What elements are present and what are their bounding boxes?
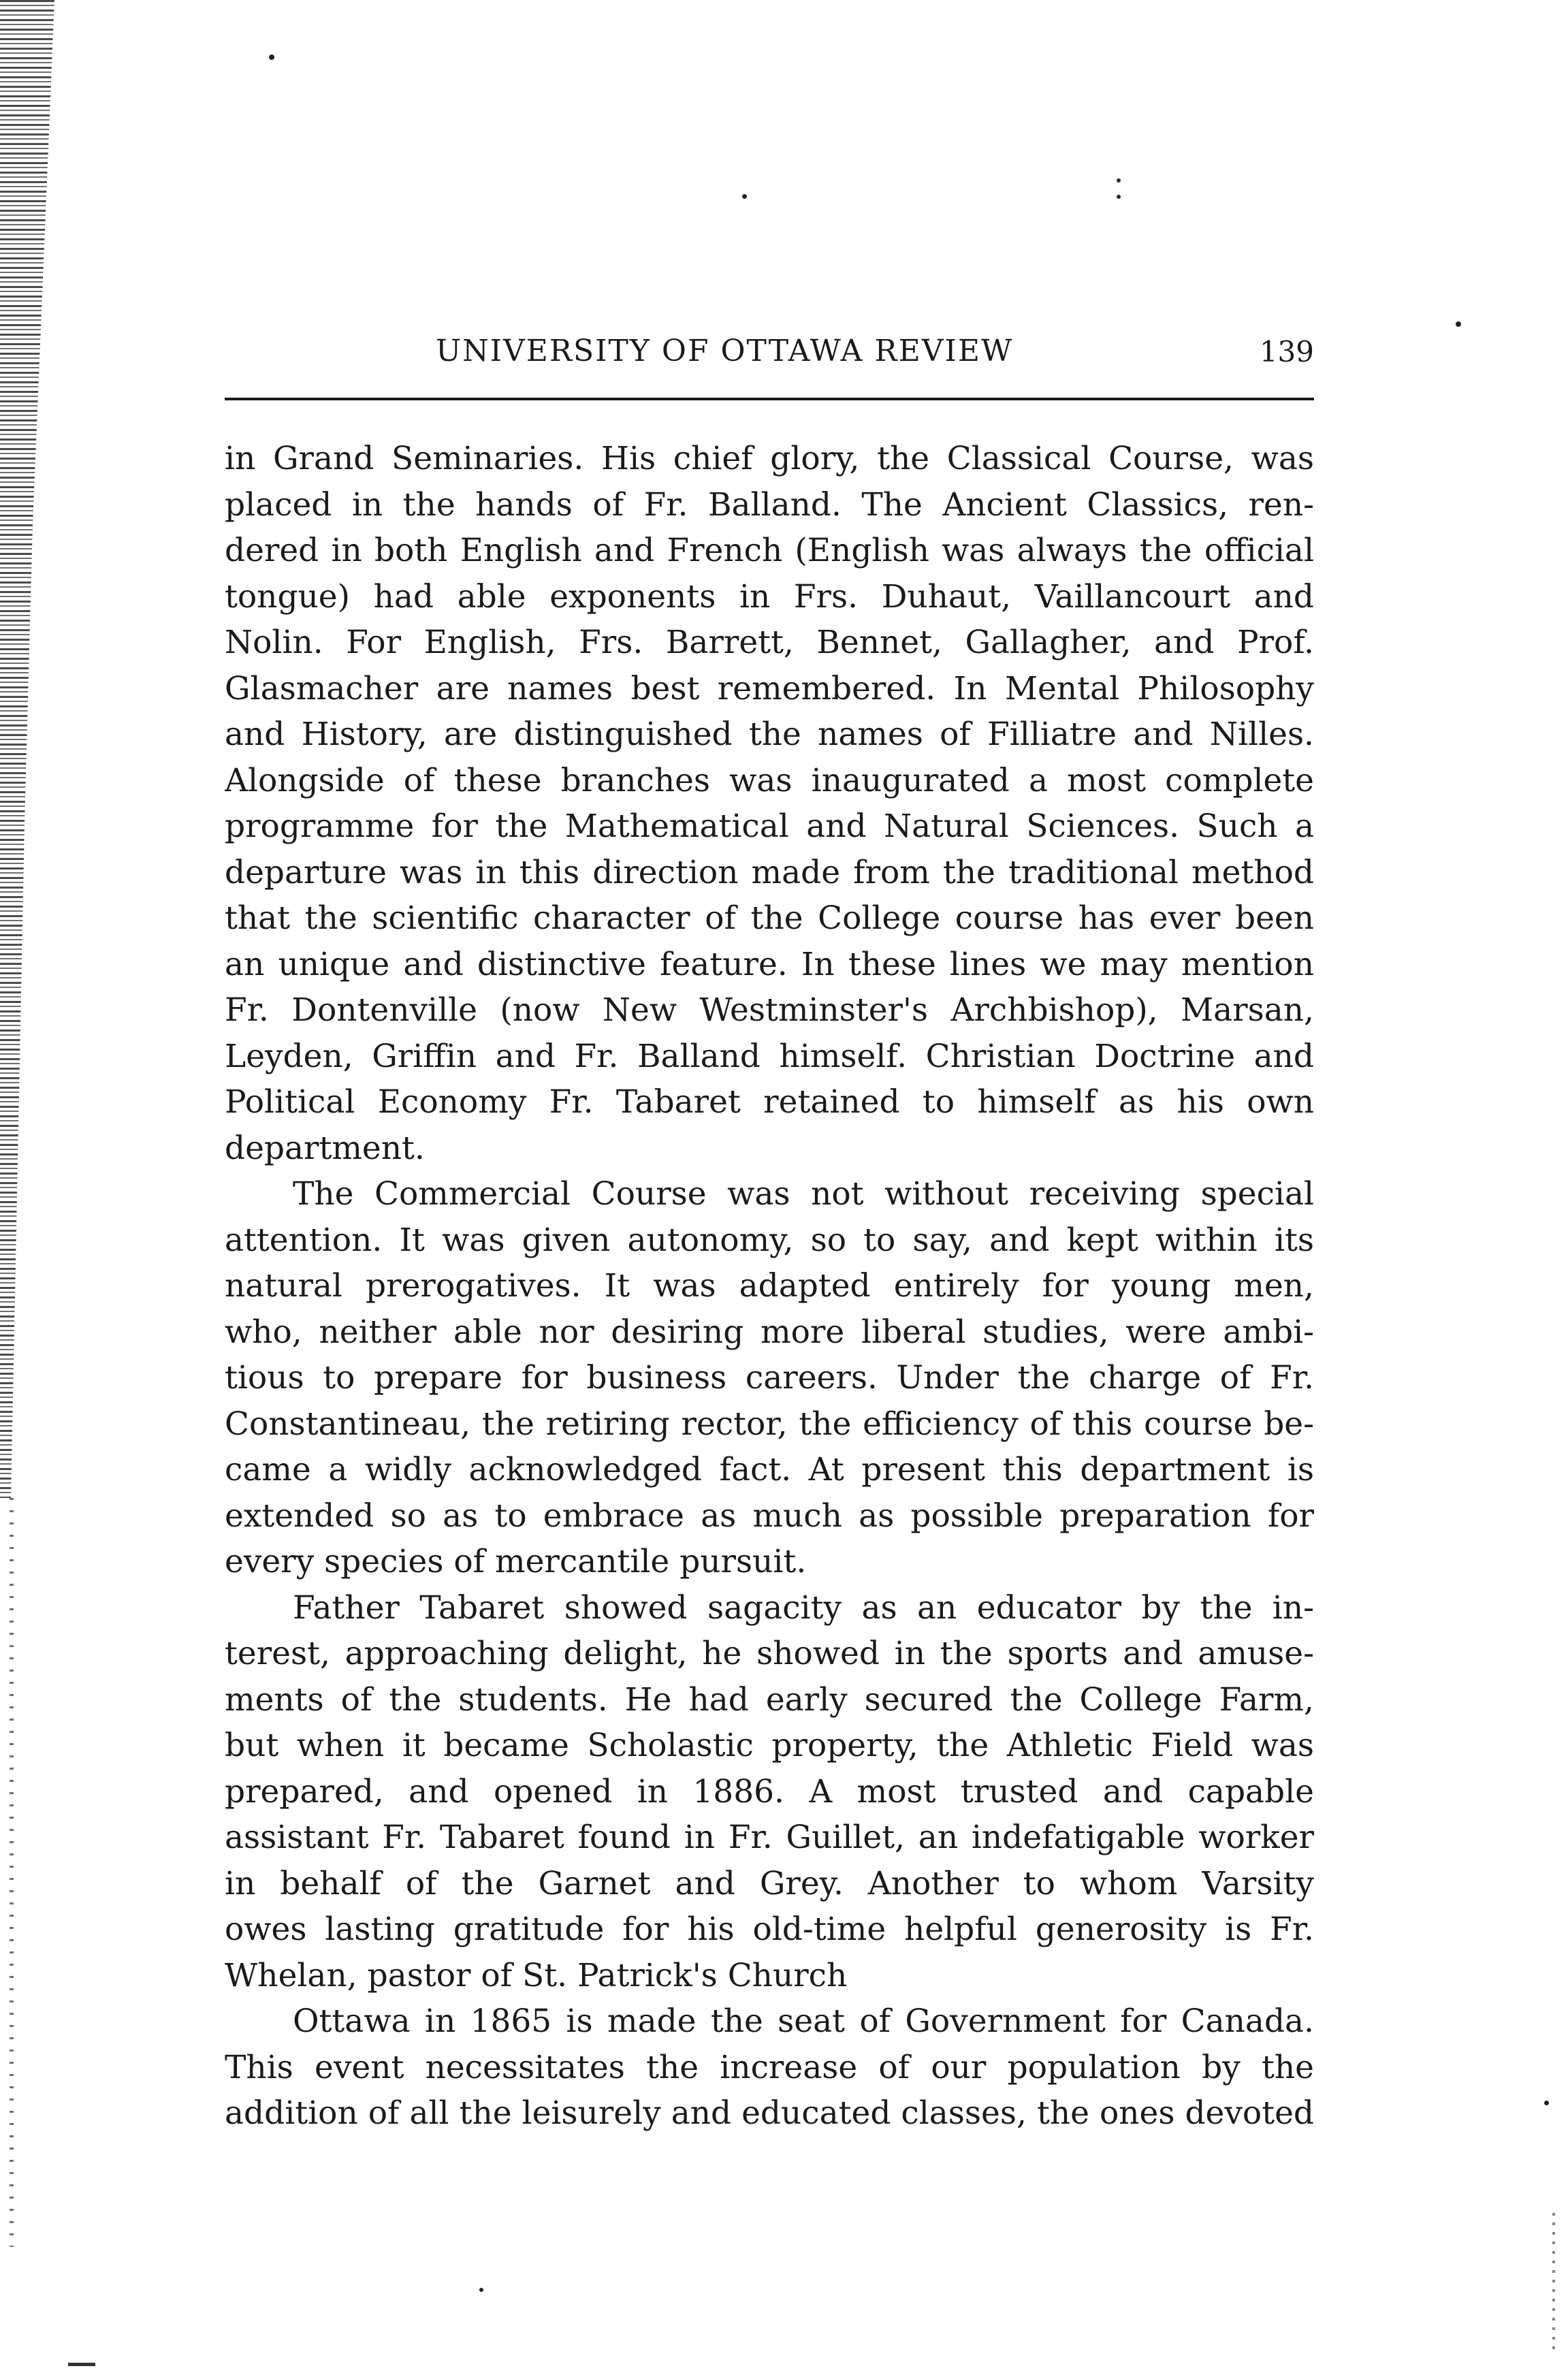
page-header: [225, 334, 1314, 388]
scanned-right-margin-dots: [1552, 2213, 1555, 2349]
text-line: in Grand Seminaries. His chief glory, the Classical Course, was: [225, 440, 1314, 477]
text-line: Political Economy Fr. Tabaret retained to himself as his own: [225, 1083, 1314, 1121]
text-line: prepared, and opened in 1886. A most trusted and capable: [225, 1772, 1314, 1810]
text-line: an unique and distinctive feature. In these lines we may mention: [225, 945, 1314, 983]
text-line: attention. It was given autonomy, so to say, and kept within its: [225, 1221, 1314, 1259]
text-line: Constantineau, the retiring rector, the efficiency of this course be-: [225, 1405, 1314, 1443]
text-line: but when it became Scholastic property, the Athletic Field was: [225, 1727, 1314, 1764]
text-line: every species of mercantile pursuit.: [225, 1543, 807, 1580]
scan-speck: [1456, 321, 1461, 327]
text-line: departure was in this direction made from the traditional method: [225, 853, 1314, 891]
body-text: [225, 436, 1314, 2137]
text-line: programme for the Mathematical and Natural Sciences. Such a: [225, 808, 1314, 845]
scan-speck: [1117, 195, 1121, 199]
page-number: 139: [1259, 335, 1314, 368]
text-line: and History, are distinguished the names of Filliatre and Nilles.: [225, 716, 1314, 753]
text-line: placed in the hands of Fr. Balland. The Ancient Classics, ren-: [225, 485, 1314, 524]
text-line: came a widly acknowledged fact. At present this department is: [225, 1451, 1314, 1488]
text-line: owes lasting gratitude for his old-time helpful generosity is Fr.: [225, 1911, 1314, 1948]
text-line: ments of the students. He had early secured the College Farm,: [225, 1680, 1314, 1719]
text-line: assistant Fr. Tabaret found in Fr. Guillet, an indefatigable worker: [225, 1819, 1314, 1856]
text-line: that the scientific character of the College course has ever been: [225, 899, 1314, 937]
text-line: natural prerogatives. It was adapted entirely for young men,: [225, 1267, 1314, 1305]
text-line: in behalf of the Garnet and Grey. Another to whom Varsity: [225, 1864, 1314, 1902]
text-line: Leyden, Griffin and Fr. Balland himself. Christian Doctrine and: [225, 1037, 1314, 1075]
scan-speck: [479, 2288, 483, 2292]
scan-speck: [269, 54, 274, 60]
text-line: dered in both English and French (English was always the official: [225, 532, 1314, 569]
text-line: Whelan, pastor of St. Patrick's Church: [225, 1956, 848, 1994]
text-line: who, neither able nor desiring more liberal studies, were ambi-: [225, 1313, 1314, 1351]
text-line: addition of all the leisurely and educated classes, the ones devoted: [225, 2094, 1314, 2132]
scan-speck: [742, 194, 747, 199]
text-line: Fr. Dontenville (now New Westminster's Archbishop), Marsan,: [225, 991, 1314, 1029]
text-line: extended so as to embrace as much as possible preparation for: [225, 1497, 1314, 1535]
paragraph-first-line: The Commercial Course was not without receiving special: [293, 1175, 1314, 1213]
text-line: department.: [225, 1129, 425, 1167]
text-line: tongue) had able exponents in Frs. Duhaut, Vaillancourt and: [225, 577, 1314, 616]
text-line: This event necessitates the increase of our population by the: [225, 2048, 1314, 2086]
scanned-margin-dots: [10, 1498, 14, 2247]
text-line: Alongside of these branches was inaugurated a most complete: [225, 761, 1314, 799]
scan-speck: [1117, 178, 1121, 182]
scan-speck: [1544, 2101, 1549, 2105]
scan-artifact-mark: [68, 2363, 95, 2366]
text-line: Glasmacher are names best remembered. In Mental Philosophy: [225, 669, 1314, 707]
header-rule: [225, 398, 1314, 400]
paragraph-first-line: Ottawa in 1865 is made the seat of Government for Canada.: [293, 2003, 1314, 2040]
running-title: UNIVERSITY OF OTTAWA REVIEW: [436, 334, 1014, 368]
text-line: Nolin. For English, Frs. Barrett, Bennet, Gallagher, and Prof.: [225, 624, 1314, 661]
text-line: tious to prepare for business careers. Under the charge of Fr.: [225, 1359, 1314, 1397]
scanned-binding-edge: [0, 0, 54, 1498]
paragraph-first-line: Father Tabaret showed sagacity as an educator by the in-: [293, 1589, 1314, 1627]
text-line: terest, approaching delight, he showed in the sports and amuse-: [225, 1635, 1314, 1672]
